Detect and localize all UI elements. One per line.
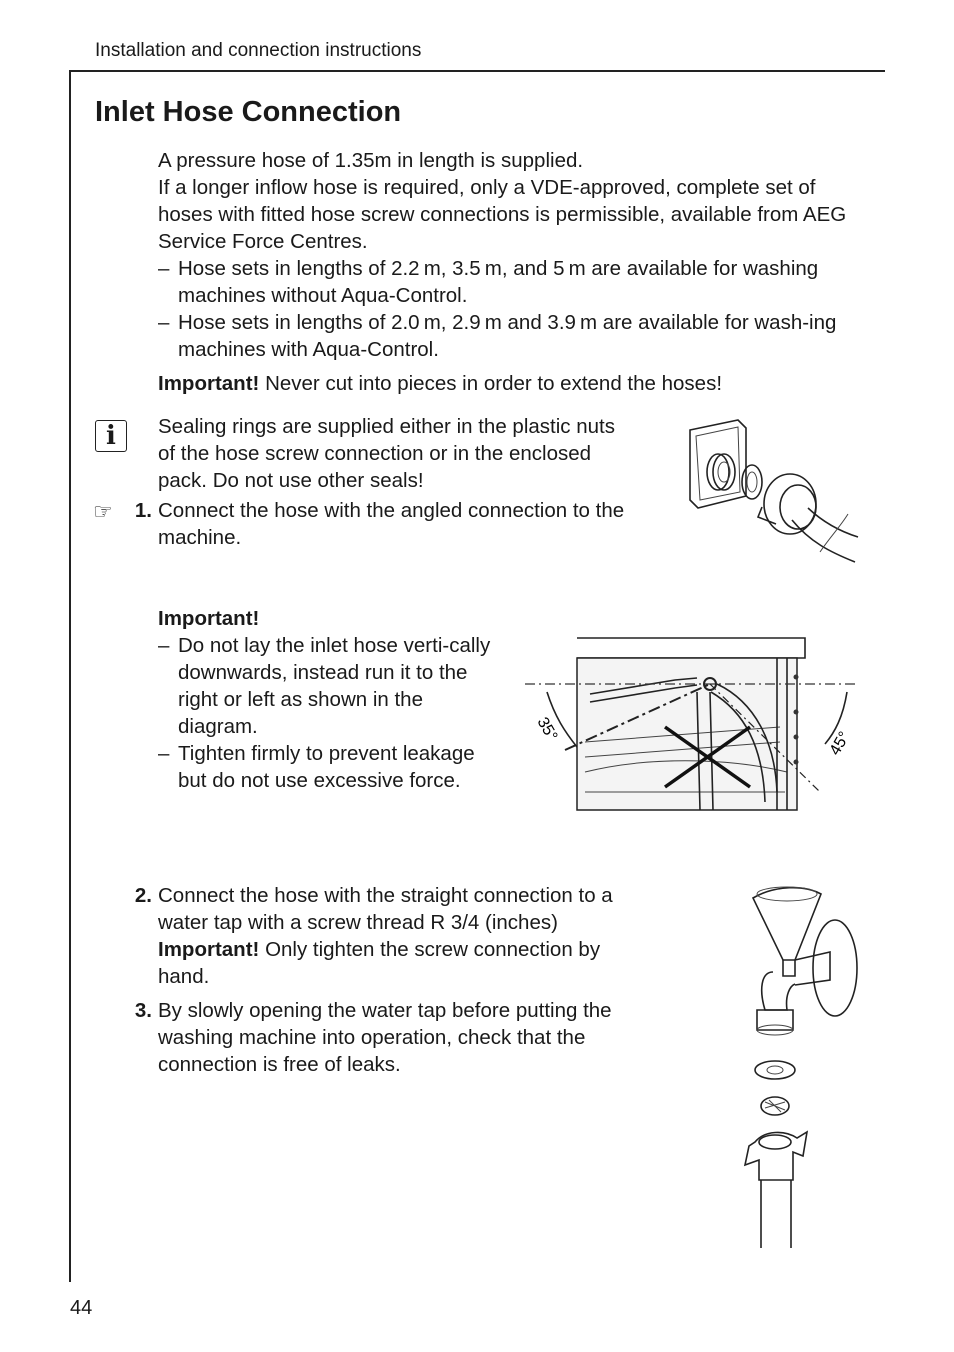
important-label: Important!: [158, 607, 260, 630]
info-icon: i: [95, 420, 127, 452]
important-block: [158, 605, 498, 794]
running-header: Installation and connection instructions: [95, 40, 422, 61]
step-1-number: 1.: [134, 499, 152, 522]
page-title: Inlet Hose Connection: [95, 96, 402, 128]
intro-block: [158, 147, 868, 397]
intro-line-2: If a longer inflow hose is required, only a VDE-approved, complete set of hoses with fitted hose screw connections is permissible, available from AEG Service Force Centres.: [158, 176, 847, 253]
info-text: Sealing rings are supplied either in the plastic nuts of the hose screw connection or in the enclosed pack. Do not use other seals!: [158, 415, 615, 492]
step-1-text: Connect the hose with the angled connection to the machine.: [158, 499, 625, 549]
hose-routing-diagram: [525, 632, 865, 812]
intro-bullet-1: – Hose sets in lengths of 2.2 m, 3.5 m, and 5 m are available for washing machines without Aqua-Control.: [158, 257, 819, 307]
intro-important: Important! Never cut into pieces in order to extend the hoses!: [158, 372, 723, 395]
step-2-block: [158, 882, 638, 990]
step-2-number: 2.: [134, 884, 152, 907]
step-2-important-text: Only tighten the screw connection by hand.: [158, 938, 601, 988]
step-2-text: Connect the hose with the straight connection to a water tap with a screw thread R 3/4 (inches): [158, 884, 613, 934]
step-3-number: 3.: [134, 999, 152, 1022]
important-bullet-2: – Tighten firmly to prevent leakage but do not use excessive force.: [158, 742, 475, 792]
intro-bullet-2: – Hose sets in lengths of 2.0 m, 2.9 m and 3.9 m are available for wash-ing machines with Aqua-Control.: [158, 311, 837, 361]
pointing-hand-icon: ☞: [93, 499, 113, 524]
margin-rule: [69, 70, 71, 1282]
important-bullet-1: – Do not lay the inlet hose verti-cally downwards, instead run it to the right or left as shown in the diagram.: [158, 634, 491, 738]
water-tap-illustration: [735, 880, 865, 1255]
intro-line-1: A pressure hose of 1.35m in length is supplied.: [158, 149, 584, 172]
step-2-important-label: Important!: [158, 938, 260, 961]
page-number: 44: [70, 1297, 93, 1319]
step-3-text: By slowly opening the water tap before putting the washing machine into operation, check that the connection is free of leaks.: [158, 999, 612, 1076]
angle-45-label: 45°: [826, 728, 854, 759]
hose-connector-illustration: [680, 412, 870, 572]
angle-35-label: 35°: [533, 714, 561, 745]
header-rule: [70, 70, 885, 72]
